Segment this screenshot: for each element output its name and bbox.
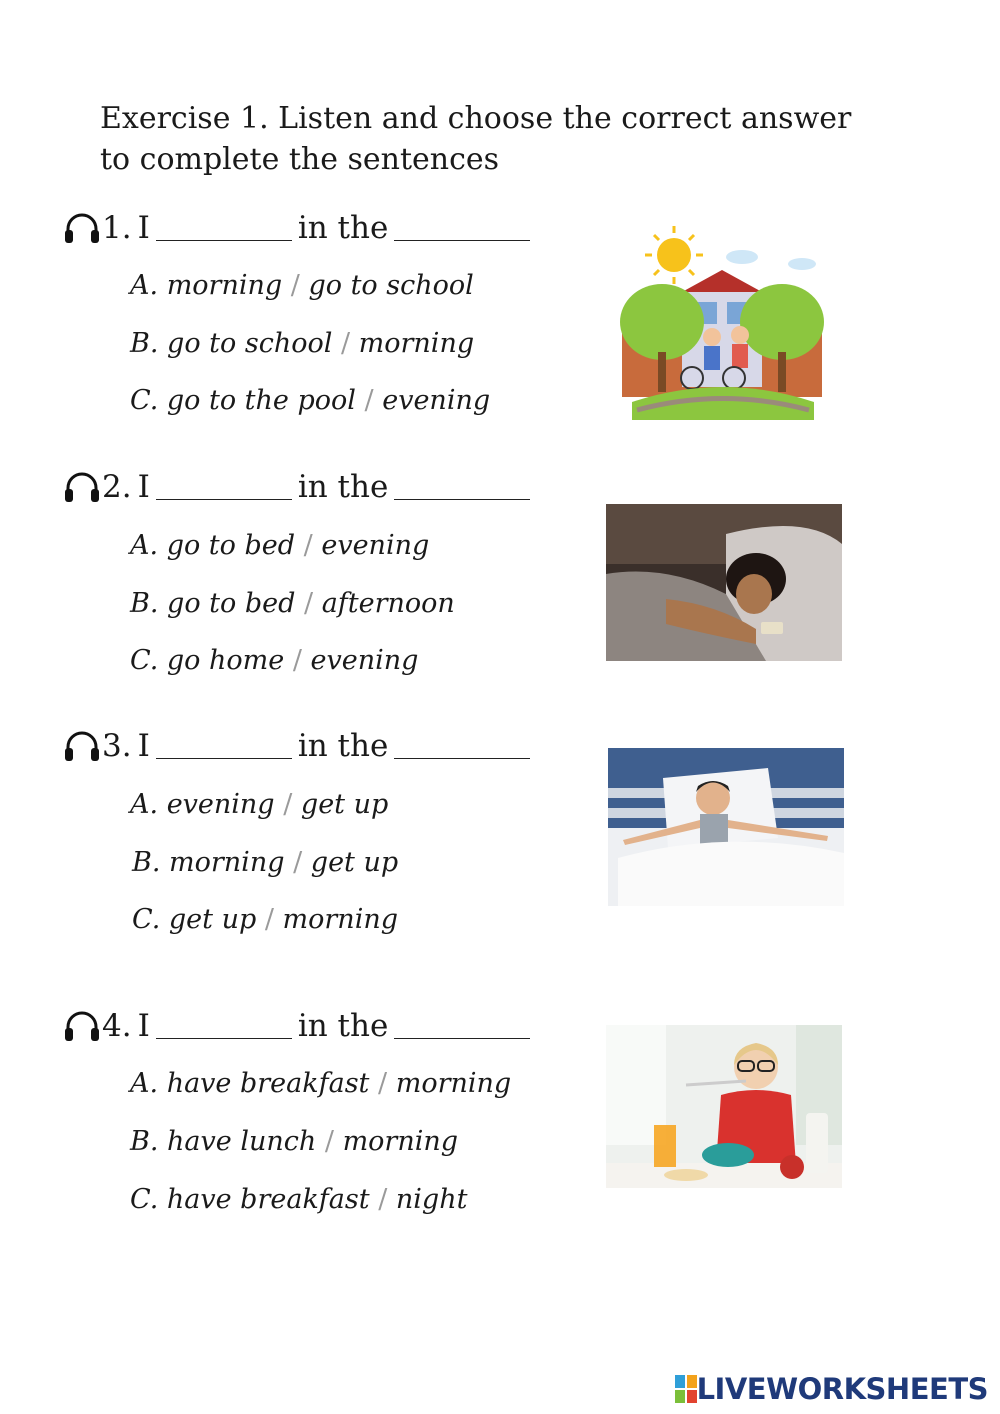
question-stem-start: I <box>137 210 150 246</box>
answer-blank-2[interactable] <box>394 216 530 241</box>
option-a[interactable] <box>130 1068 511 1099</box>
question-2-stem <box>64 467 536 507</box>
option-b[interactable] <box>132 847 398 878</box>
option-first: morning <box>166 270 283 301</box>
option-letter: B. <box>132 847 161 878</box>
option-first: have breakfast <box>166 1184 370 1215</box>
option-separator: / <box>283 789 293 820</box>
headphones-icon[interactable] <box>64 471 100 503</box>
option-c[interactable] <box>132 904 398 935</box>
option-a[interactable] <box>130 270 474 301</box>
option-separator: / <box>303 588 314 619</box>
answer-blank-1[interactable] <box>156 734 292 759</box>
option-first: go to bed <box>167 588 296 619</box>
option-separator: / <box>378 1068 388 1099</box>
option-second: night <box>395 1184 468 1215</box>
answer-blank-1[interactable] <box>156 216 292 241</box>
option-first: go to school <box>167 328 333 359</box>
option-separator: / <box>303 530 313 561</box>
question-stem-middle: in the <box>297 1008 389 1044</box>
option-b[interactable] <box>130 328 474 359</box>
option-letter: B. <box>130 588 159 619</box>
option-first: get up <box>168 904 257 935</box>
question-1-stem <box>64 208 536 248</box>
option-c[interactable] <box>130 385 490 416</box>
headphones-icon[interactable] <box>64 212 100 244</box>
question-number: 3. <box>102 728 132 764</box>
option-separator: / <box>292 645 302 676</box>
option-first: morning <box>169 847 285 878</box>
option-first: evening <box>166 789 275 820</box>
option-letter: C. <box>130 1184 159 1215</box>
option-letter: C. <box>130 645 159 676</box>
option-second: get up <box>300 789 389 820</box>
headphones-icon[interactable] <box>64 730 100 762</box>
question-3-stem <box>64 726 536 766</box>
option-second: evening <box>310 645 419 676</box>
option-second: go to school <box>308 270 474 301</box>
woman-in-bed-photo <box>606 504 842 661</box>
boy-waking-up-photo <box>608 748 844 906</box>
option-second: morning <box>358 328 475 359</box>
option-letter: C. <box>130 385 159 416</box>
option-a[interactable] <box>130 789 388 820</box>
question-stem-middle: in the <box>297 728 389 764</box>
question-stem-start: I <box>137 469 150 505</box>
option-separator: / <box>290 270 300 301</box>
question-stem-start: I <box>137 728 150 764</box>
answer-blank-2[interactable] <box>394 734 530 759</box>
option-letter: B. <box>130 1126 159 1157</box>
option-c[interactable] <box>130 645 418 676</box>
liveworksheets-logo-text: LIVEWORKSHEETS <box>696 1372 988 1406</box>
option-first: have breakfast <box>166 1068 370 1099</box>
option-separator: / <box>324 1126 334 1157</box>
answer-blank-1[interactable] <box>156 475 292 500</box>
option-second: morning <box>395 1068 512 1099</box>
option-separator: / <box>340 328 351 359</box>
option-first: have lunch <box>167 1126 317 1157</box>
option-letter: A. <box>130 789 159 820</box>
question-number: 2. <box>102 469 132 505</box>
option-separator: / <box>264 904 274 935</box>
option-first: go to the pool <box>166 385 356 416</box>
girl-eating-breakfast-photo <box>606 1025 842 1188</box>
question-number: 1. <box>102 210 132 246</box>
option-b[interactable] <box>130 588 455 619</box>
school-illustration <box>612 222 834 420</box>
question-stem-middle: in the <box>297 469 389 505</box>
option-second: evening <box>321 530 430 561</box>
option-separator: / <box>293 847 303 878</box>
answer-blank-2[interactable] <box>394 475 530 500</box>
option-letter: C. <box>132 904 161 935</box>
option-second: afternoon <box>321 588 455 619</box>
option-letter: A. <box>130 1068 159 1099</box>
option-b[interactable] <box>130 1126 458 1157</box>
headphones-icon[interactable] <box>64 1010 100 1042</box>
answer-blank-2[interactable] <box>394 1014 530 1039</box>
liveworksheets-logo-icon <box>675 1375 697 1403</box>
option-second: morning <box>342 1126 459 1157</box>
option-letter: A. <box>130 530 159 561</box>
liveworksheets-logo[interactable] <box>675 1372 988 1406</box>
question-stem-start: I <box>137 1008 150 1044</box>
option-letter: B. <box>130 328 159 359</box>
option-second: morning <box>282 904 399 935</box>
answer-blank-1[interactable] <box>156 1014 292 1039</box>
option-letter: A. <box>130 270 159 301</box>
option-first: go to bed <box>166 530 296 561</box>
question-4-stem <box>64 1006 536 1046</box>
option-separator: / <box>364 385 374 416</box>
option-a[interactable] <box>130 530 429 561</box>
option-first: go home <box>166 645 285 676</box>
option-c[interactable] <box>130 1184 467 1215</box>
question-stem-middle: in the <box>297 210 389 246</box>
option-separator: / <box>378 1184 388 1215</box>
exercise-title: Exercise 1. Listen and choose the correct answer to complete the sentences <box>100 101 852 177</box>
question-number: 4. <box>102 1008 132 1044</box>
option-second: get up <box>310 847 399 878</box>
option-second: evening <box>382 385 491 416</box>
